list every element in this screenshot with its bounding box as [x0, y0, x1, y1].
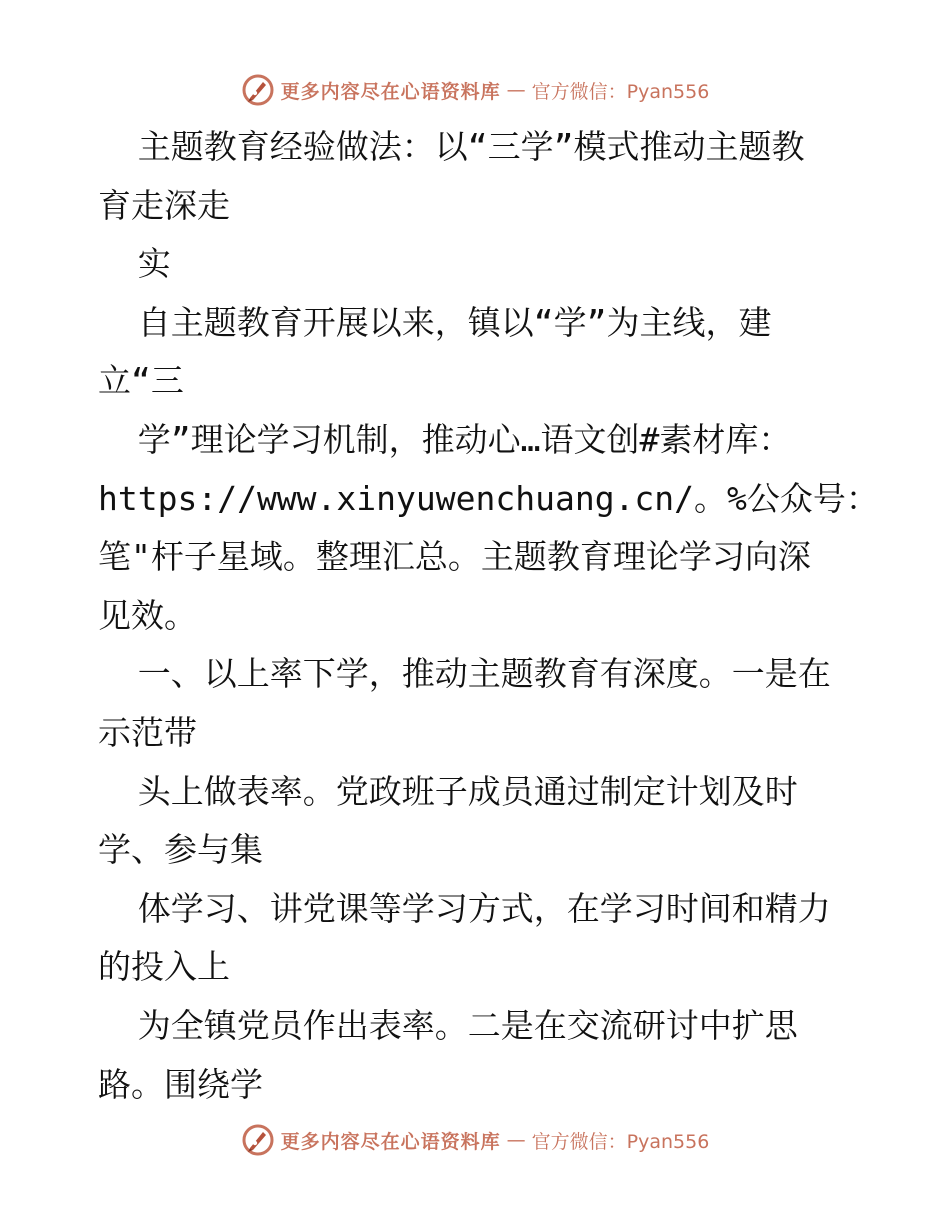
text-line: 立“三	[98, 361, 184, 401]
banner-sub-text: 官方微信：Pyan556	[531, 80, 710, 103]
text-line: 头上做表率。党政班子成员通过制定计划及时	[98, 771, 798, 811]
pen-seal-icon	[241, 1123, 275, 1157]
text-line: 实	[98, 244, 171, 284]
banner-main-text: 更多内容尽在心语资料库	[280, 1130, 501, 1153]
footer-banner	[0, 1120, 950, 1160]
text-line: 学、参与集	[98, 830, 263, 870]
text-line: 体学习、讲党课等学习方式，在学习时间和精力	[98, 888, 831, 928]
banner-sub-text: 官方微信：Pyan556	[531, 1130, 710, 1153]
text-line: 见效。	[98, 595, 197, 635]
banner-dash: —	[506, 79, 526, 101]
text-line: 示范带	[98, 712, 197, 752]
text-line: 自主题教育开展以来，镇以“学”为主线，建	[98, 302, 772, 342]
text-line: 主题教育经验做法：以“三学”模式推动主题教	[98, 127, 805, 166]
url-line: https://www.xinyuwenchuang.cn/。%公众号：	[98, 478, 879, 518]
text-line: 育走深走	[98, 185, 230, 225]
text-line: 笔"杆子星域。整理汇总。主题教育理论学习向深	[98, 537, 811, 577]
text-line: 学”理论学习机制，推动心…语文创#素材库：	[98, 419, 792, 459]
text-line: 一、以上率下学，推动主题教育有深度。一是在	[98, 654, 831, 694]
text-line: 路。围绕学	[98, 1064, 263, 1104]
text-line: 的投入上	[98, 947, 230, 987]
header-banner	[0, 70, 950, 110]
text-line: 为全镇党员作出表率。二是在交流研讨中扩思	[98, 1005, 798, 1045]
document-body	[98, 118, 898, 1114]
banner-dash: —	[506, 1129, 526, 1151]
banner-main-text: 更多内容尽在心语资料库	[280, 80, 501, 103]
pen-seal-icon	[241, 73, 275, 107]
